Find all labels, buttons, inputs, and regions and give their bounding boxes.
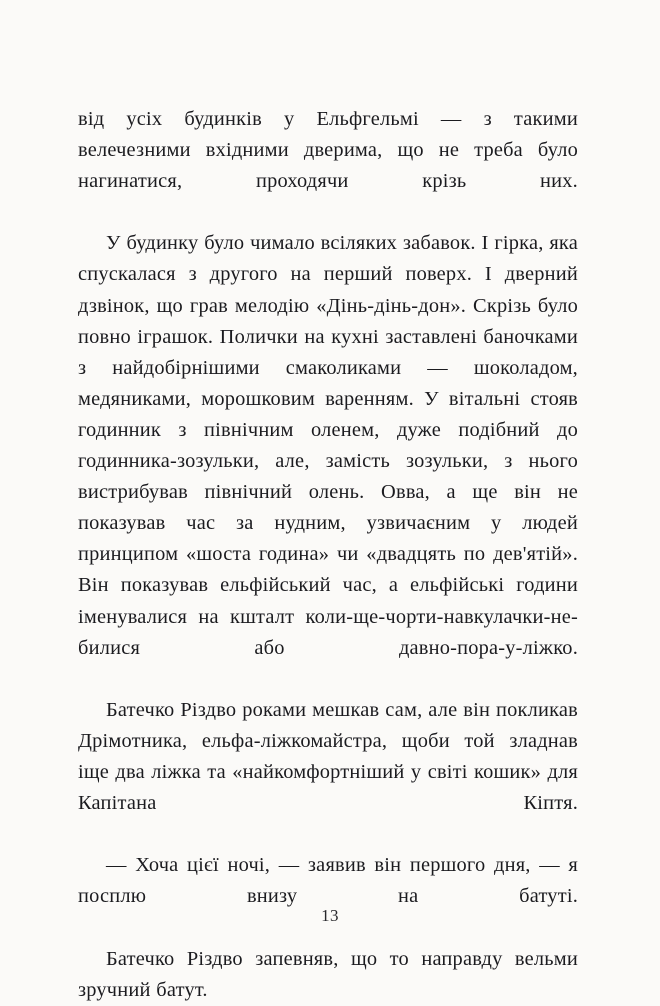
paragraph: У будинку було чимало всіляких забавок. І гірка, яка спускалася з другого на перший поверх. І дверний дзвінок, що грав мелодію «Дінь-дінь-дон». Скрізь було повно іграшок. Полички на кухні заставлені баночками з найдобірнішими смаколиками — шоколадом, медяниками, морошковим варенням. У вітальні стояв годинник з північним оленем, дуже подібний до годинника-зозульки, але, замість зозульки, з нього вистрибував північний олень. Овва, а ще він не показував час за нудним, узвичаєним у людей принципом «шоста година» чи «двадцять по дев'ятій». Він показував ельфійський час, а ельфійські години іменувалися на кшталт коли-ще-чорти-навкулачки-не-билися або давно-пора-у-ліжко. [78,232,578,659]
paragraph-dialogue: — Хоча цієї ночі, — заявив він першого дня, — я посплю внизу на батуті. [78,854,578,908]
paragraph-continuation: від усіх будинків у Ельфгельмі — з такими велечезними вхідними дверима, що не треба було нагинатися, проходячи крізь них. [78,108,578,193]
paragraph: Батечко Різдво запевняв, що то направду вельми зручний батут. [78,947,578,1001]
page-text-block [78,104,578,1006]
paragraph: Батечко Різдво роками мешкав сам, але він покликав Дрімотника, ельфа-ліжкомайстра, щоби той зладнав іще два ліжка та «найкомфортніший у світі кошик» для Капітана Кіптя. [78,698,578,815]
page-number: 13 [321,906,339,925]
